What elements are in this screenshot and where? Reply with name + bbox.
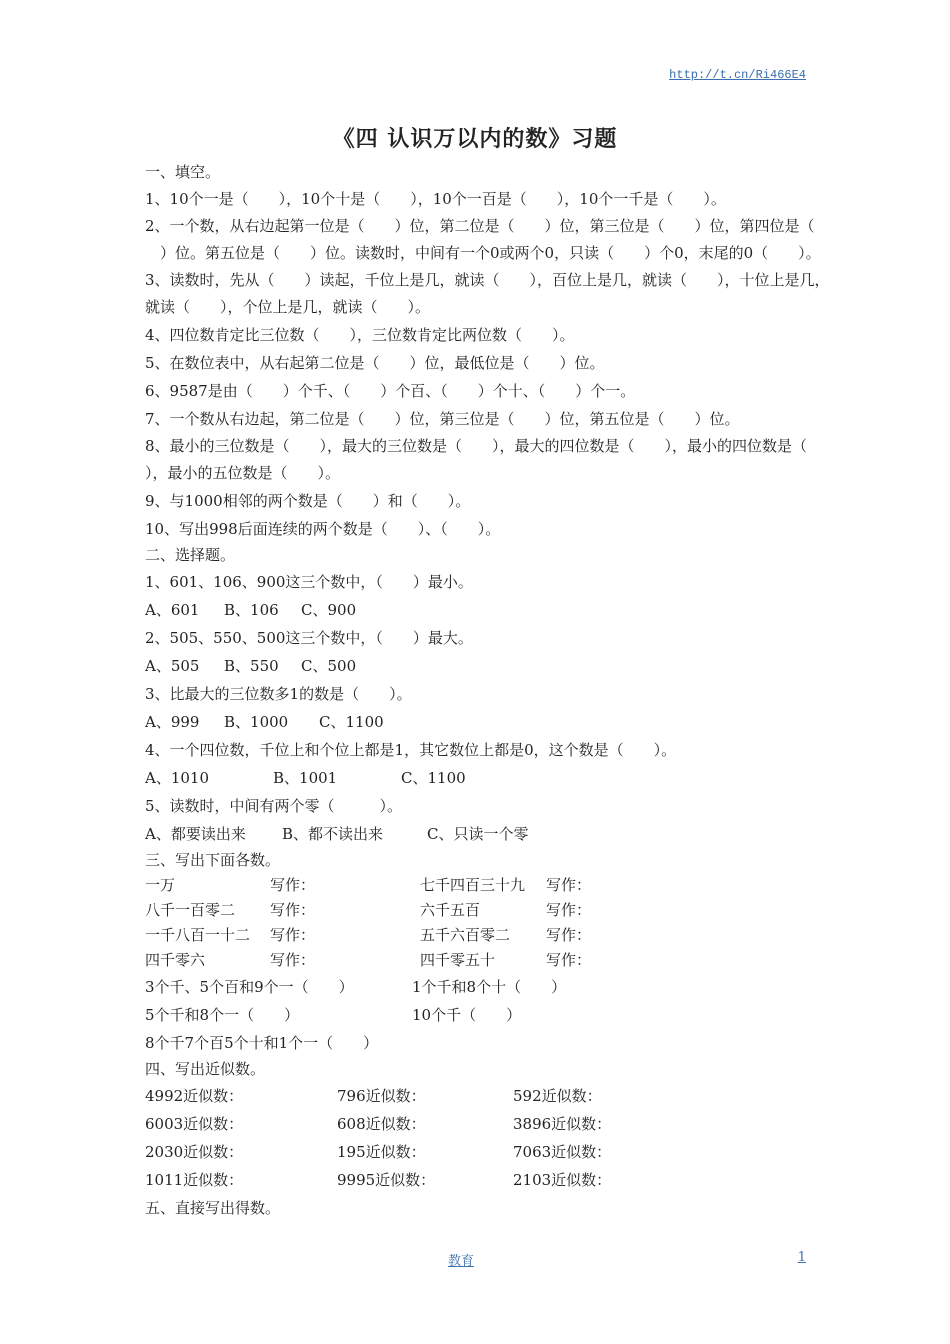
- write-label: 写作：: [270, 926, 316, 944]
- approx-item: 6003近似数：: [145, 1115, 244, 1133]
- place-value-question: 10个千（ ）: [412, 1006, 522, 1024]
- place-value-question: 5个千和8个一（ ）: [145, 1006, 300, 1024]
- s4-row: [145, 1082, 810, 1110]
- s2-q3: 3、比最大的三位数多1的数是（ ）。: [145, 685, 412, 703]
- number-words: 四千零六: [145, 951, 206, 969]
- approx-item: 9995近似数：: [337, 1171, 436, 1189]
- option: C、1100: [319, 713, 384, 731]
- option: B、106: [224, 601, 279, 619]
- s2-q5: 5、读数时，中间有两个零（ ）。: [145, 797, 403, 815]
- s3-row: [145, 923, 810, 948]
- approx-item: 1011近似数：: [145, 1171, 244, 1189]
- option: C、500: [301, 657, 357, 675]
- place-value-question: 1个千和8个十（ ）: [412, 978, 567, 996]
- approx-item: 796近似数：: [337, 1087, 426, 1105]
- s2-q3-options: [145, 708, 810, 736]
- number-words: 八千一百零二: [145, 901, 236, 919]
- s4-row: [145, 1110, 810, 1138]
- s2-q4-options: [145, 764, 810, 792]
- section3-heading: 三、写出下面各数。: [145, 851, 281, 869]
- section4-heading: 四、写出近似数。: [145, 1060, 266, 1078]
- approx-item: 3896近似数：: [513, 1115, 612, 1133]
- s3-row: [145, 873, 810, 898]
- option: C、1100: [401, 769, 466, 787]
- s2-q1-options: [145, 596, 810, 624]
- write-label: 写作：: [546, 876, 592, 894]
- s1-q2-line1: 2、一个数，从右边起第一位是（ ）位，第二位是（ ）位，第三位是（ ）位，第四位是（: [145, 217, 815, 235]
- s1-q2-line2: ）位。第五位是（ ）位。读数时，中间有一个0或两个0，只读（ ）个0，末尾的0（ ）。: [145, 244, 821, 262]
- s1-q9: 9、与1000相邻的两个数是（ ）和（ ）。: [145, 492, 471, 510]
- section1-heading: 一、填空。: [145, 163, 221, 181]
- number-words: 五千六百零二: [420, 926, 511, 944]
- approx-item: 7063近似数：: [513, 1143, 612, 1161]
- approx-item: 608近似数：: [337, 1115, 426, 1133]
- page-title: 《四 认识万以内的数》习题: [332, 126, 618, 152]
- s2-q1: 1、601、106、900这三个数中，（ ）最小。: [145, 573, 473, 591]
- s1-q5: 5、在数位表中，从右起第二位是（ ）位，最低位是（ ）位。: [145, 354, 605, 372]
- number-words: 六千五百: [420, 901, 481, 919]
- option: B、都不读出来: [282, 825, 384, 843]
- s4-row: [145, 1138, 810, 1166]
- s3-pair: [145, 973, 810, 1001]
- approx-item: 592近似数：: [513, 1087, 602, 1105]
- s1-q3-line2: 就读（ ），个位上是几，就读（ ）。: [145, 298, 431, 316]
- s1-q10: 10、写出998后面连续的两个数是（ ）、（ ）。: [145, 520, 501, 538]
- header-link[interactable]: http://t.cn/Ri466E4: [669, 68, 806, 82]
- s1-q7: 7、一个数从右边起，第二位是（ ）位，第三位是（ ）位，第五位是（ ）位。: [145, 410, 740, 428]
- s2-q5-options: [145, 820, 810, 848]
- option: C、900: [301, 601, 357, 619]
- write-label: 写作：: [270, 901, 316, 919]
- approx-item: 195近似数：: [337, 1143, 426, 1161]
- s4-row: [145, 1166, 810, 1194]
- option: B、1000: [224, 713, 289, 731]
- option: B、550: [224, 657, 279, 675]
- write-label: 写作：: [546, 926, 592, 944]
- s1-q3-line1: 3、读数时，先从（ ）读起，千位上是几，就读（ ），百位上是几，就读（ ），十位上是几，: [145, 271, 830, 289]
- place-value-question: 3个千、5个百和9个一（ ）: [145, 978, 354, 996]
- s2-q2: 2、505、550、500这三个数中，（ ）最大。: [145, 629, 473, 647]
- number-words: 七千四百三十九: [420, 876, 526, 894]
- document-body: [145, 160, 830, 1222]
- number-words: 一万: [145, 876, 176, 894]
- s1-q8-line2: ），最小的五位数是（ ）。: [145, 464, 341, 482]
- option: B、1001: [273, 769, 338, 787]
- s3-pair: [145, 1001, 810, 1029]
- option: A、999: [145, 713, 200, 731]
- write-label: 写作：: [546, 951, 592, 969]
- s2-q2-options: [145, 652, 810, 680]
- option: A、601: [145, 601, 200, 619]
- option: C、只读一个零: [427, 825, 529, 843]
- s3-single: 8个千7个百5个十和1个一（ ）: [145, 1034, 379, 1052]
- write-label: 写作：: [546, 901, 592, 919]
- write-label: 写作：: [270, 951, 316, 969]
- approx-item: 4992近似数：: [145, 1087, 244, 1105]
- page-number[interactable]: 1: [797, 1250, 806, 1265]
- option: A、505: [145, 657, 200, 675]
- s1-q6: 6、9587是由（ ）个千、（ ）个百、（ ）个十、（ ）个一。: [145, 382, 636, 400]
- s3-row: [145, 948, 810, 973]
- s2-q4: 4、一个四位数，千位上和个位上都是1，其它数位上都是0，这个数是（ ）。: [145, 741, 677, 759]
- s3-row: [145, 898, 810, 923]
- approx-item: 2103近似数：: [513, 1171, 612, 1189]
- approx-item: 2030近似数：: [145, 1143, 244, 1161]
- s1-q8-line1: 8、最小的三位数是（ ），最大的三位数是（ ），最大的四位数是（ ），最小的四位数是（: [145, 437, 808, 455]
- s1-q1: 1、10个一是（ ），10个十是（ ），10个一百是（ ），10个一千是（ ）。: [145, 190, 726, 208]
- section2-heading: 二、选择题。: [145, 546, 236, 564]
- number-words: 一千八百一十二: [145, 926, 251, 944]
- write-label: 写作：: [270, 876, 316, 894]
- s1-q4: 4、四位数肯定比三位数（ ），三位数肯定比两位数（ ）。: [145, 326, 575, 344]
- option: A、都要读出来: [145, 825, 246, 843]
- number-words: 四千零五十: [420, 951, 496, 969]
- section5-heading: 五、直接写出得数。: [145, 1199, 281, 1217]
- option: A、1010: [145, 769, 210, 787]
- footer-link[interactable]: 教育: [447, 1254, 474, 1269]
